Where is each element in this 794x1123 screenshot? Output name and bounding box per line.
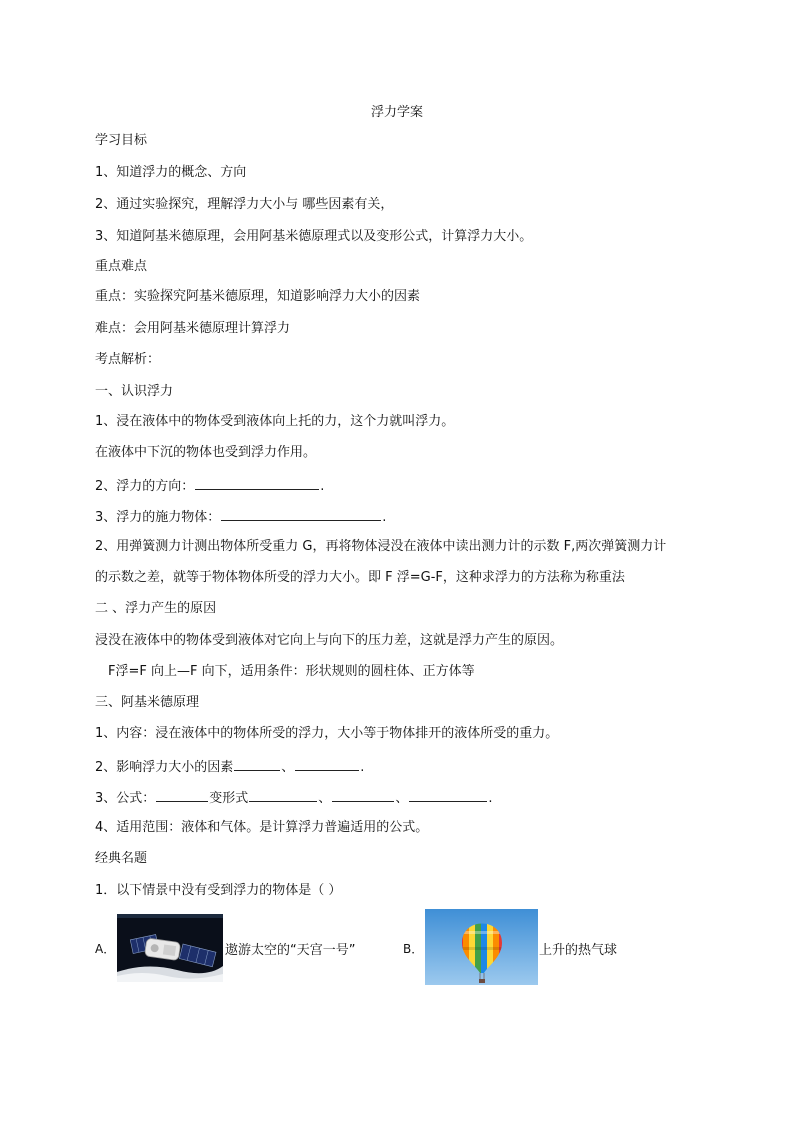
section-heading: 二 、浮力产生的原因 (95, 601, 217, 616)
section-line: 1、浸在液体中的物体受到液体向上托的力，这个力就叫浮力。 (95, 414, 455, 429)
fill-line-source: 3、浮力的施力物体： . (95, 507, 386, 527)
objective-item: 3、知道阿基米德原理，会用阿基米德原理式以及变形公式，计算浮力大小。 (95, 229, 533, 244)
fill-line-factors: 2、影响浮力大小的因素 、 . (95, 757, 364, 777)
section-line: 4、适用范围：液体和气体。是计算浮力普遍适用的公式。 (95, 820, 429, 835)
section-line: 浸没在液体中的物体受到液体对它向上与向下的压力差，这就是浮力产生的原因。 (95, 633, 564, 648)
formula-line: F浮=F 向上—F 向下，适用条件：形状规则的圆柱体、正方体等 (108, 664, 475, 679)
option-a-text: 遨游太空的“天宫一号” (225, 943, 356, 958)
fill-line-formula: 3、公式： 变形式 、 、 . (95, 788, 492, 808)
blank-variant-3[interactable] (409, 788, 487, 802)
hot-air-balloon-icon (425, 909, 538, 985)
option-b-text: 上升的热气球 (539, 943, 618, 958)
key-points-heading: 重点难点 (95, 259, 148, 274)
page-title: 浮力学案 (370, 105, 423, 120)
option-a-label[interactable]: A． (95, 942, 116, 956)
section-heading: 一、认识浮力 (95, 384, 174, 399)
section-line: 的示数之差，就等于物体物体所受的浮力大小。即 F 浮=G-F，这种求浮力的方法称为称重法 (95, 570, 625, 585)
blank-formula[interactable] (156, 788, 208, 802)
section-heading: 三、阿基米德原理 (95, 695, 200, 710)
blank-variant-1[interactable] (249, 788, 317, 802)
section-line: 2、用弹簧测力计测出物体所受重力 G，再将物体浸没在液体中读出测力计的示数 F,两次弹簧测力计 (95, 539, 667, 554)
objectives-heading: 学习目标 (95, 133, 148, 148)
objective-item: 1、知道浮力的概念、方向 (95, 165, 247, 180)
section-line: 在液体中下沉的物体也受到浮力作用。 (95, 445, 317, 460)
question-1: 1．以下情景中没有受到浮力的物体是（ ） (95, 883, 342, 898)
fill-line-direction: 2、浮力的方向： . (95, 476, 324, 496)
option-b-label[interactable]: B． (403, 942, 424, 956)
blank-source[interactable] (221, 507, 381, 521)
difficult-point: 难点：会用阿基米德原理计算浮力 (95, 321, 291, 336)
blank-direction[interactable] (195, 476, 319, 490)
section-line: 1、内容：浸在液体中的物体所受的浮力，大小等于物体排开的液体所受的重力。 (95, 726, 559, 741)
objective-item: 2、通过实验探究，理解浮力大小与 哪些因素有关， (95, 197, 394, 212)
blank-factor-1[interactable] (234, 757, 280, 771)
analysis-heading: 考点解析： (95, 352, 161, 367)
blank-variant-2[interactable] (332, 788, 394, 802)
space-station-icon (117, 914, 223, 982)
key-point: 重点：实验探究阿基米德原理，知道影响浮力大小的因素 (95, 289, 421, 304)
examples-heading: 经典名题 (95, 851, 148, 866)
blank-factor-2[interactable] (295, 757, 359, 771)
